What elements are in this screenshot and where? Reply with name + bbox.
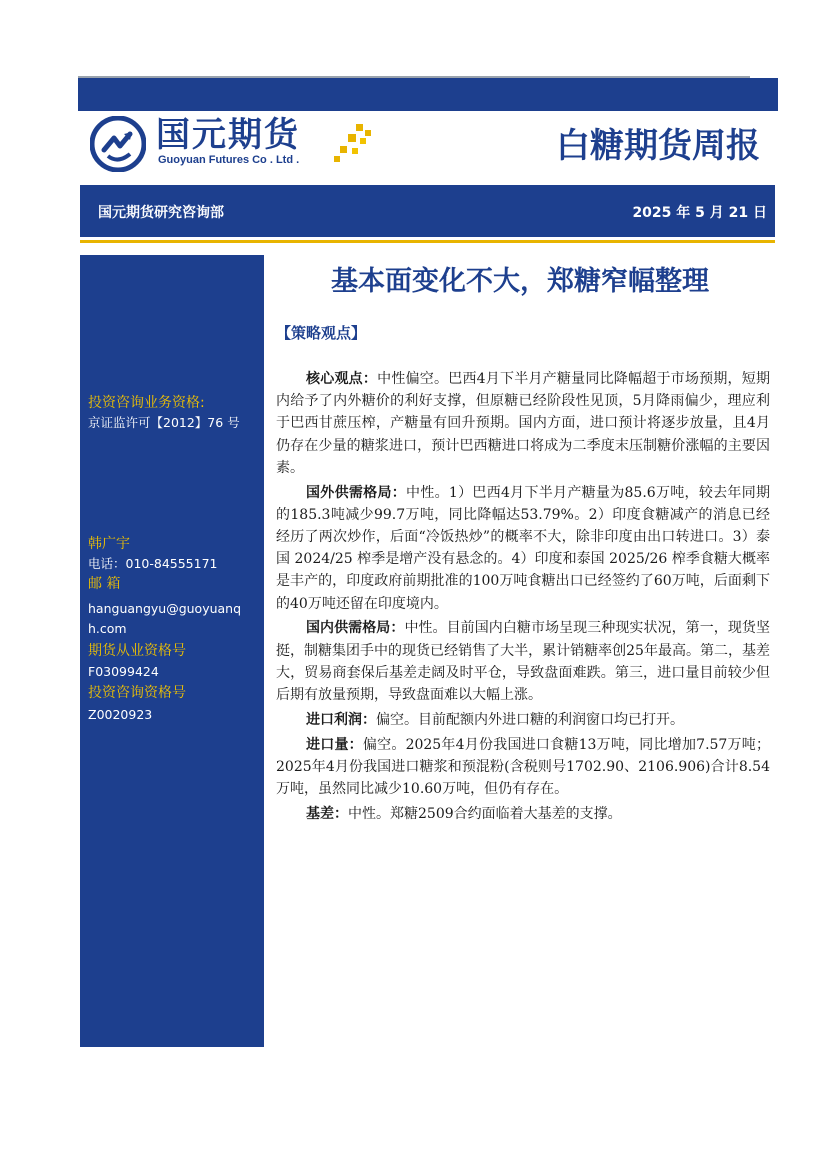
paragraph-lead: 国内供需格局： [306,620,405,637]
paragraph-lead: 核心观点： [306,371,378,387]
gold-divider [80,240,775,243]
info-bar [80,185,775,237]
qualification-value: 京证监许可【2012】76 号 [88,415,240,430]
top-banner-bar [78,78,778,111]
futures-cert-label: 期货从业资格号 [88,643,186,659]
email-label: 邮 箱 [88,576,121,592]
headline: 基本面变化不大，郑糖窄幅整理 [331,266,709,297]
analyst-sidebar [80,255,264,1047]
paragraph-lead: 进口利润： [306,711,376,728]
gold-squares-icon [330,122,374,166]
paragraph-text: 中性偏空。巴西4月下半月产糖量同比降幅超于市场预期，短期内给予了内外糖价的利好支撑，但原糖已经阶段性见顶，5月降雨偏少，理应利于巴西甘蔗压榨，产糖量有回升预期。国内方面，进口预计将逐步放量，且4月仍存在少量的糖浆进口，预计巴西糖进口将成为二季度末压制糖价涨幅的主要因素。 [276,371,771,476]
qualification-label: 投资咨询业务资格: [88,395,205,411]
report-title: 白糖期货周报 [556,126,760,166]
paragraph-text: 中性。1）巴西4月下半月产糖量为85.6万吨，较去年同期的185.3吨减少99.7万吨，同比降幅达53.79%。2）印度食糖减产的消息已经经历了两次炒作，后面“冷饭热炒”的概率不大，除非印度由出口转进口。3）泰国 2024/25 榨季是增产没有悬念的。4）印度和泰国 2025/26 榨季食糖大概率是丰产的，印度政府前期批准的100万吨食糖出口已经签约了60万吨，后面剩下的40万吨还留在印度境内。 [276,484,770,612]
paragraph [276,617,770,706]
futures-cert-value: F03099424 [88,664,159,679]
company-logo [90,114,390,174]
paragraph-lead: 基差： [306,805,348,822]
section-title: 【策略观点】 [276,324,367,342]
department-name: 国元期货研究咨询部 [98,205,224,221]
paragraph [276,709,770,731]
analyst-phone: 电话：010-84555171 [88,556,218,571]
paragraph [276,734,770,801]
analyst-name: 韩广宇 [88,536,130,552]
report-body [276,368,770,828]
email-line-2: h.com [88,621,127,636]
paragraph-text: 偏空。2025年4月份我国进口食糖13万吨，同比增加7.57万吨；2025年4月份我国进口糖浆和预混粉(含税则号1702.90、2106.906)合计8.54万吨，虽然同比减少10.60万吨，但仍有存在。 [276,736,771,798]
paragraph [276,482,770,615]
report-date: 2025 年 5 月 21 日 [632,205,767,221]
paragraph-text: 中性。郑糖2509合约面临着大基差的支撑。 [348,805,622,822]
paragraph-text: 中性。目前国内白糖市场呈现三种现实状况，第一，现货坚挺，制糖集团手中的现货已经销售了大半，累计销糖率创25年最高。第二，基差大，贸易商套保后基差走阔及时平仓，导致盘面难跌。第三，进口量目前较少但后期有放量预期，导致盘面难以大幅上涨。 [276,620,770,704]
paragraph-lead: 国外供需格局： [306,484,407,501]
paragraph [276,803,770,825]
paragraph-lead: 进口量： [306,736,363,753]
company-name-en: Guoyuan Futures Co . Ltd . [158,154,300,166]
email-line-1: hanguangyu@guoyuanq [88,601,242,616]
consult-cert-value: Z0020923 [88,707,153,722]
paragraph [276,368,770,479]
company-logo-icon [90,116,146,172]
paragraph-text: 偏空。目前配额内外进口糖的利润窗口均已打开。 [376,711,684,728]
consult-cert-label: 投资咨询资格号 [88,685,186,701]
company-name-cn: 国元期货 [156,115,300,155]
